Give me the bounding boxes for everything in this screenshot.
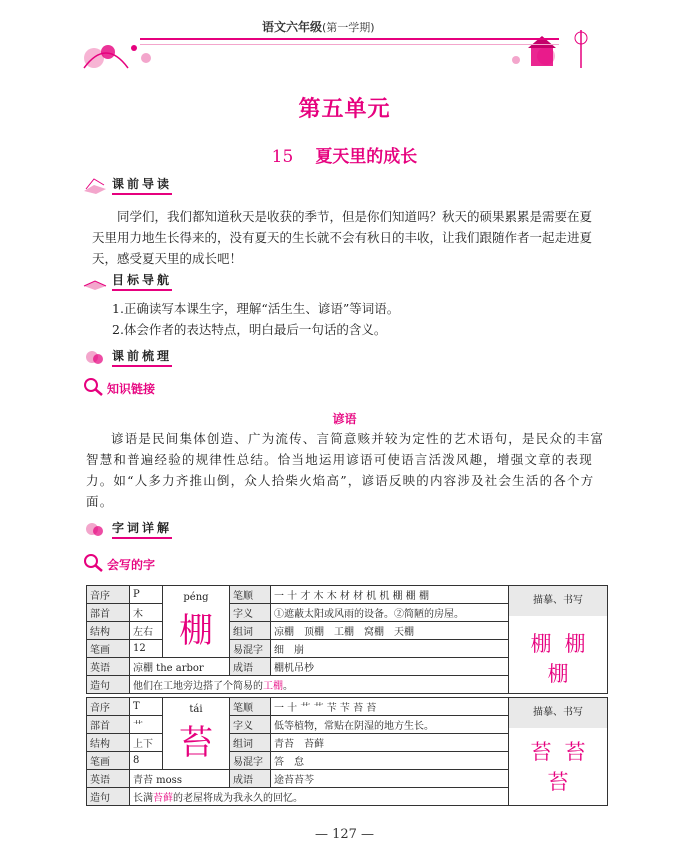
knowledge-heading: 知识链接	[82, 378, 155, 398]
char-card-peng: 音序 P péng 棚 笔顺 一 十 才 木 木 材 材 机 机 棚 棚 棚 描摹、书写 棚 棚棚 部首 木 字义 ①遮蔽太阳或风雨的设备。②简陋的房屋。 结构 左右 组词 凉棚 顶棚 工棚 窝棚 天棚 笔画 12 易混字 细 崩 英语 凉棚 the arbor 成语 棚机吊杪 造句 他们在工地旁边搭了个简易的工棚。	[86, 585, 608, 694]
book-icon	[82, 271, 108, 291]
write-chars-heading: 会写的字	[82, 554, 155, 574]
practice-area: 描摹、书写 苔 苔苔	[509, 698, 608, 806]
pinyin-cell: péng 棚	[163, 586, 230, 658]
practice-area: 描摹、书写 棚 棚棚	[509, 586, 608, 694]
trace-char: 苔	[547, 770, 569, 794]
magnifier-icon	[82, 552, 104, 576]
order-label: 音序	[87, 586, 130, 604]
big-char: 苔	[179, 722, 213, 763]
goal-item: 1.正确读写本课生字，理解“活生生、谚语”等词语。	[112, 301, 400, 316]
unit-title: 第五单元	[298, 97, 391, 122]
trace-char: 棚	[564, 632, 586, 656]
example-sentence: 长满苔藓的老屋将成为我永久的回忆。	[130, 788, 509, 806]
lesson-title: 15 夏天里的成长	[271, 147, 418, 167]
trace-char: 苔	[564, 740, 586, 764]
knowledge-text: 谚语是民间集体创造、广为流传、言简意赅并较为定性的艺术语句，是民众的丰富智慧和普遍经验的规律性总结。恰当地运用谚语可使语言活泼风趣，增强文章的表现力。如“人多力齐推山倒，众人拾柴火焰高”，谚语反映的内容涉及社会生活的各个方面。	[86, 431, 605, 509]
section-words-heading: 字词详解	[82, 518, 172, 540]
header-flourish-icon	[76, 28, 616, 76]
preview-text: 同学们，我们都知道秋天是收获的季节，但是你们知道吗？秋天的硕果累累是需要在夏天里用力地生长得来的，没有夏天的生长就不会有秋日的丰收，让我们跟随作者一起走进夏天，感受夏天里的成长吧！	[92, 209, 593, 266]
book-title: 语文六年级(第一学期)	[258, 18, 379, 35]
char-card-tai: 音序 T tái 苔 笔顺 一 十 艹 艹 芐 芐 苔 苔 描摹、书写 苔 苔苔 部首 艹 字义 低等植物，常贴在阴湿的地方生长。 结构 上下 组词 青苔 苔藓 笔画 8 易混字 答 怠 英语 青苔 moss 成语 途苔苔芩 造句 长满苔藓的老屋将成为我永久的回忆。	[86, 697, 608, 806]
flower-icon	[82, 519, 108, 539]
section-review-heading: 课前梳理	[82, 346, 172, 368]
goals-list	[112, 298, 399, 340]
header-rule-thin	[140, 44, 559, 45]
trace-char: 苔	[530, 740, 552, 764]
goal-item: 2.体会作者的表达特点，明白最后一句话的含义。	[112, 322, 387, 337]
magnifier-icon	[82, 376, 104, 400]
section-preview-heading: 课前导读	[82, 174, 172, 196]
knowledge-topic: 谚语	[332, 412, 357, 426]
book-icon	[82, 175, 108, 195]
section-goals-heading: 目标导航	[82, 270, 172, 292]
trace-char: 棚	[547, 662, 569, 686]
header-rule	[140, 38, 559, 40]
pinyin-cell: tái 苔	[163, 698, 230, 770]
big-char: 棚	[179, 610, 213, 651]
flower-icon	[82, 347, 108, 367]
example-sentence: 他们在工地旁边搭了个简易的工棚。	[130, 676, 509, 694]
trace-char: 棚	[530, 632, 552, 656]
header-decoration	[76, 28, 616, 76]
page-number: — 127 —	[314, 827, 375, 842]
